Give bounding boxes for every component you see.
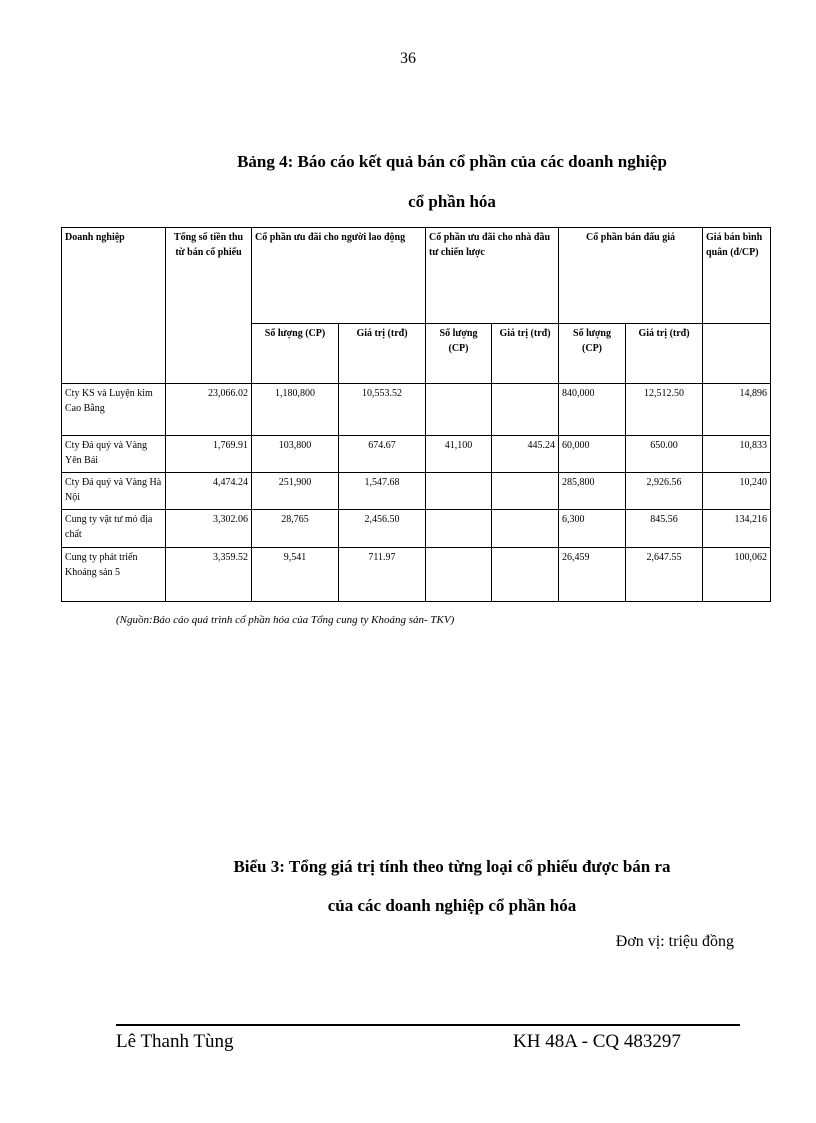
cell-employee-value: 674.67	[339, 436, 426, 473]
cell-auction-value: 2,926.56	[626, 473, 703, 510]
cell-auction-value: 12,512.50	[626, 384, 703, 436]
header-auction-value: Giá trị (trđ)	[626, 324, 703, 384]
cell-company: Cung ty vật tư mỏ địa chất	[62, 510, 166, 548]
cell-employee-value: 711.97	[339, 548, 426, 602]
cell-strategic-qty	[426, 384, 492, 436]
cell-auction-qty: 60,000	[559, 436, 626, 473]
cell-employee-qty: 251,900	[252, 473, 339, 510]
cell-total: 3,302.06	[166, 510, 252, 548]
table-row	[62, 384, 771, 436]
cell-employee-value: 1,547.68	[339, 473, 426, 510]
cell-company: Cung ty phát triển Khoáng sản 5	[62, 548, 166, 602]
table-row	[62, 473, 771, 510]
table-row	[62, 510, 771, 548]
cell-average-price: 10,833	[703, 436, 771, 473]
cell-company: Cty Đá quý và Vàng Hà Nội	[62, 473, 166, 510]
header-strategic-qty: Số lượng (CP)	[426, 324, 492, 384]
header-total-proceeds: Tổng số tiền thu từ bán cổ phiếu	[166, 228, 252, 384]
cell-total: 3,359.52	[166, 548, 252, 602]
cell-auction-value: 650.00	[626, 436, 703, 473]
cell-strategic-value: 445.24	[492, 436, 559, 473]
cell-employee-qty: 103,800	[252, 436, 339, 473]
page-number: 36	[400, 50, 416, 67]
header-employee-shares: Cổ phần ưu đãi cho người lao động	[252, 228, 426, 324]
header-auction-shares: Cổ phần bán đấu giá	[559, 228, 703, 324]
cell-total: 4,474.24	[166, 473, 252, 510]
source-note: (Nguồn:Báo cáo quá trình cổ phần hóa của Tổng cung ty Khoáng sản- TKV)	[116, 614, 455, 626]
cell-auction-qty: 26,459	[559, 548, 626, 602]
footer-class-id: KH 48A - CQ 483297	[513, 1031, 681, 1052]
table-title-continued: cổ phần hóa	[408, 192, 496, 211]
footer-author: Lê Thanh Tùng	[116, 1031, 234, 1052]
cell-strategic-qty	[426, 473, 492, 510]
cell-strategic-value	[492, 510, 559, 548]
header-auction-qty: Số lượng (CP)	[559, 324, 626, 384]
header-employee-qty: Số lượng (CP)	[252, 324, 339, 384]
header-company: Doanh nghiệp	[62, 228, 166, 384]
cell-auction-qty: 840,000	[559, 384, 626, 436]
unit-label: Đơn vị: triệu đồng	[615, 933, 734, 950]
header-strategic-value: Giá trị (trđ)	[492, 324, 559, 384]
cell-employee-value: 10,553.52	[339, 384, 426, 436]
cell-employee-qty: 1,180,800	[252, 384, 339, 436]
cell-employee-qty: 9,541	[252, 548, 339, 602]
cell-strategic-value	[492, 384, 559, 436]
cell-strategic-qty	[426, 548, 492, 602]
table-title: Bảng 4: Báo cáo kết quả bán cổ phần của các doanh nghiệp	[237, 152, 667, 171]
cell-average-price: 100,062	[703, 548, 771, 602]
footer-divider	[116, 1024, 740, 1026]
cell-company: Cty KS và Luyện kim Cao Bằng	[62, 384, 166, 436]
cell-company: Cty Đá quý và Vàng Yên Bái	[62, 436, 166, 473]
cell-auction-qty: 285,800	[559, 473, 626, 510]
cell-auction-value: 845.56	[626, 510, 703, 548]
table-row	[62, 548, 771, 602]
header-average-price-blank	[703, 324, 771, 384]
cell-employee-qty: 28,765	[252, 510, 339, 548]
cell-strategic-value	[492, 473, 559, 510]
cell-strategic-qty: 41,100	[426, 436, 492, 473]
cell-average-price: 134,216	[703, 510, 771, 548]
chart-title-continued: của các doanh nghiệp cổ phần hóa	[327, 896, 577, 915]
header-average-price: Giá bán bình quân (đ/CP)	[703, 228, 771, 324]
cell-average-price: 10,240	[703, 473, 771, 510]
cell-employee-value: 2,456.50	[339, 510, 426, 548]
cell-total: 23,066.02	[166, 384, 252, 436]
cell-auction-value: 2,647.55	[626, 548, 703, 602]
header-strategic-shares: Cổ phần ưu đãi cho nhà đầu tư chiến lược	[426, 228, 559, 324]
cell-strategic-qty	[426, 510, 492, 548]
cell-strategic-value	[492, 548, 559, 602]
table-row	[62, 436, 771, 473]
cell-total: 1,769.91	[166, 436, 252, 473]
cell-average-price: 14,896	[703, 384, 771, 436]
chart-title: Biểu 3: Tổng giá trị tính theo từng loại cổ phiếu được bán ra	[233, 857, 671, 876]
results-table	[61, 227, 771, 602]
header-employee-value: Giá trị (trđ)	[339, 324, 426, 384]
cell-auction-qty: 6,300	[559, 510, 626, 548]
